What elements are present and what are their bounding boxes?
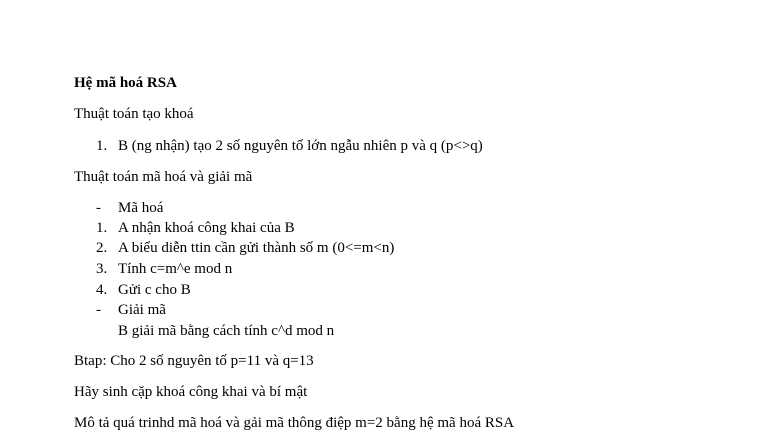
section-heading-key-generation: Thuật toán tạo khoá [74, 106, 194, 122]
document-title: Hệ mã hoá RSA [74, 75, 177, 91]
exercise-line: Hãy sinh cặp khoá công khai và bí mật [74, 384, 308, 400]
list-marker: 3. [96, 261, 108, 277]
list-marker: 4. [96, 282, 108, 298]
section-heading-encrypt-decrypt: Thuật toán mã hoá và giải mã [74, 169, 253, 185]
list-marker: 1. [96, 220, 108, 236]
list-marker: 2. [96, 240, 108, 256]
list-item: Mã hoá [118, 200, 164, 216]
exercise-line: Btap: Cho 2 số nguyên tố p=11 và q=13 [74, 353, 314, 369]
list-item: A nhận khoá công khai của B [118, 220, 295, 236]
list-marker: 1. [96, 138, 108, 154]
list-item: A biểu diễn ttin cần gửi thành số m (0<=m<n) [118, 240, 395, 256]
list-item: Giải mã [118, 302, 166, 318]
list-item: Tính c=m^e mod n [118, 261, 233, 277]
list-item-continuation: B giải mã bằng cách tính c^d mod n [118, 323, 335, 339]
list-item: B (ng nhận) tạo 2 số nguyên tố lớn ngẫu nhiên p và q (p<>q) [118, 138, 483, 154]
list-marker: - [96, 200, 101, 216]
exercise-line: Mô tả quá trinhd mã hoá và gải mã thông điệp m=2 bằng hệ mã hoá RSA [74, 415, 515, 431]
list-marker: - [96, 302, 101, 318]
list-item: Gửi c cho B [118, 282, 191, 298]
